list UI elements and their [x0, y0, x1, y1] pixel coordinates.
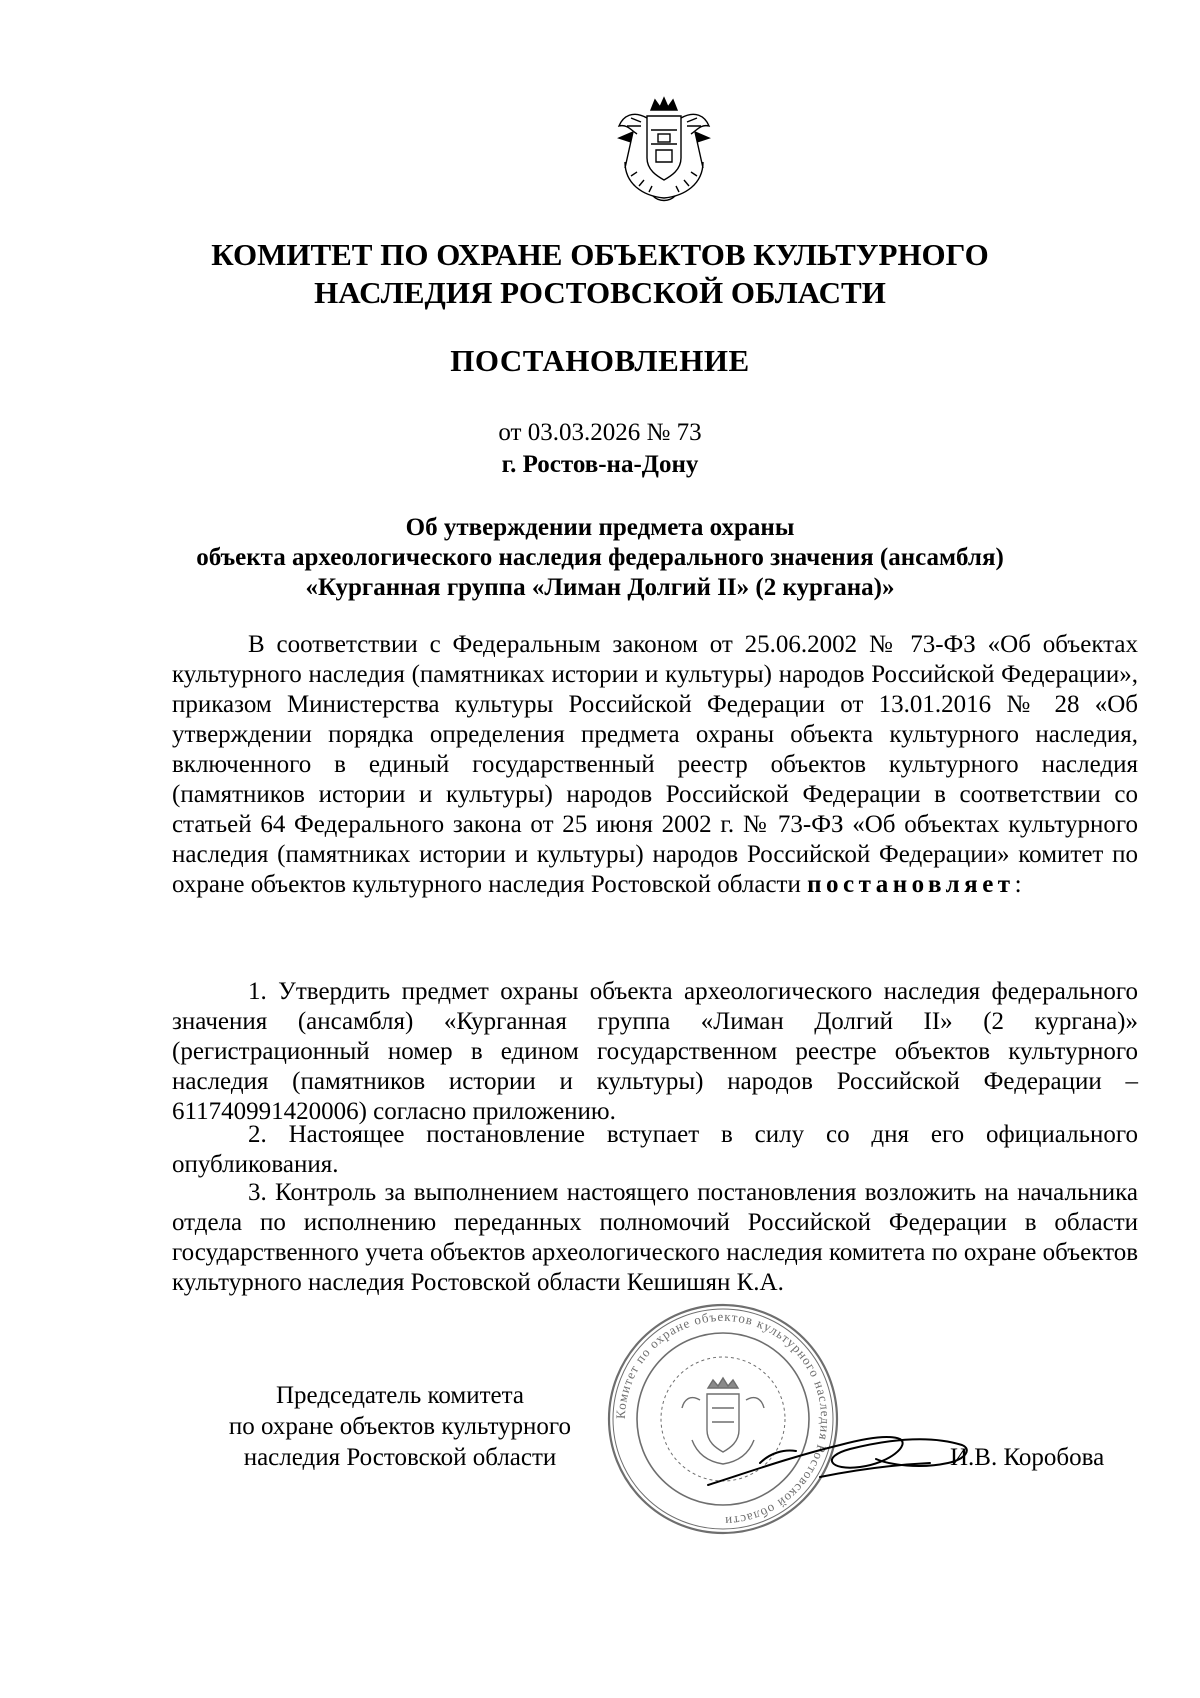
place-of-issue: г. Ростов-на-Дону	[501, 451, 699, 478]
preamble-paragraph	[172, 630, 1138, 900]
document-type-title: ПОСТАНОВЛЕНИЕ	[450, 343, 750, 378]
resolves-word: постановляет	[807, 871, 1015, 898]
preamble-text: В соответствии с Федеральным законом от 25.06.2002 № 73-ФЗ «Об объектах культурного наследия (памятниках истории и культуры) народов Российской Федерации», приказом Министерства культуры Российской Федерации от 13.01.2016 № 28 «Об утверждении порядка определения предмета охраны объекта культурного наследия, включенного в единый государственный реестр объектов культурного наследия (памятников истории и культуры) народов Российской Федерации в соответствии со статьей 64 Федерального закона от 25 июня 2002 г. № 73-ФЗ «Об объектах культурного наследия (памятниках истории и культуры) народов Российской Федерации» комитет по охране объектов культурного наследия Ростовской области	[172, 631, 1138, 898]
resolution-item-2: 2. Настоящее постановление вступает в силу со дня его официального опубликования.	[172, 1121, 1138, 1178]
committee-line-1: КОМИТЕТ ПО ОХРАНЕ ОБЪЕКТОВ КУЛЬТУРНОГО	[211, 237, 989, 272]
signer-name: И.В. Коробова	[950, 1444, 1105, 1471]
date-and-number: от 03.03.2026 № 73	[498, 419, 702, 446]
subject-line-2: объекта археологического наследия федерального значения (ансамбля)	[196, 544, 1004, 571]
document-subject	[120, 513, 1080, 603]
resolves-colon: :	[1014, 871, 1022, 898]
committee-line-2: НАСЛЕДИЯ РОСТОВСКОЙ ОБЛАСТИ	[314, 275, 886, 310]
coat-of-arms-icon	[611, 96, 717, 204]
signer-position	[190, 1380, 610, 1473]
committee-name	[120, 236, 1080, 312]
signer-position-line-1: Председатель комитета	[276, 1382, 524, 1409]
resolution-item-3: 3. Контроль за выполнением настоящего постановления возложить на начальника отдела по исполнению переданных полномочий Российской Федерации в области государственного учета объектов археологического наследия комитета по охране объектов культурного наследия Ростовской области Кешишян К.А.	[172, 1179, 1138, 1296]
handwritten-signature-icon	[700, 1405, 980, 1515]
signer-position-line-3: наследия Ростовской области	[243, 1444, 557, 1471]
signer-position-line-2: по охране объектов культурного	[228, 1413, 572, 1440]
resolution-item-1: 1. Утвердить предмет охраны объекта археологического наследия федерального значения (ансамбля) «Курганная группа «Лиман Долгий II» (2 кургана)» (регистрационный номер в едином государственном реестре объектов культурного наследия (памятников истории и культуры) народов Российской Федерации – 611740991420006) согласно приложению.	[172, 978, 1138, 1125]
subject-line-1: Об утверждении предмета охраны	[405, 514, 795, 541]
seal-outer-text: Комитет по охране объектов культурного наследия Ростовской области	[612, 1308, 834, 1530]
subject-line-3: «Курганная группа «Лиман Долгий II» (2 кургана)»	[305, 574, 895, 601]
